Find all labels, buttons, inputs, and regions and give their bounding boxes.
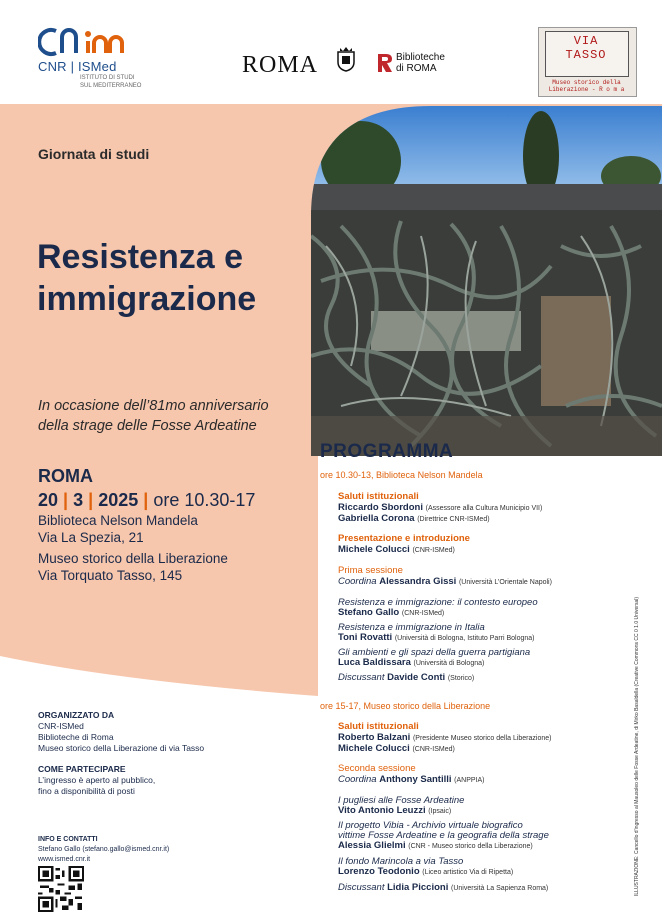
- info-heading: INFO E CONTATTI: [38, 836, 98, 843]
- speaker-rovatti: Toni Rovatti (Università di Bologna, Istituto Parri Bologna): [338, 632, 535, 643]
- speaker-leuzzi: Vito Antonio Leuzzi (Ipsaic): [338, 805, 452, 816]
- program-saluti-1: Saluti istituzionali: [338, 491, 419, 502]
- talk-4-title: I pugliesi alle Fosse Ardeatine: [338, 795, 465, 806]
- biblioteche-logo-mark: [376, 52, 394, 74]
- fosse-ardeatine-gate-image: [311, 106, 662, 456]
- talk-3-title: Gli ambienti e gli spazi della guerra partigiana: [338, 647, 531, 658]
- session-2-coordinator: Coordina Anthony Santilli (ANPPIA): [338, 774, 485, 785]
- info-contacts: Stefano Gallo (stefano.gallo@ismed.cnr.it) www.ismed.cnr.it: [38, 846, 170, 863]
- speaker-sbordoni: Riccardo Sbordoni (Assessore alla Cultura Municipio VII): [338, 502, 543, 513]
- program-saluti-2: Saluti istituzionali: [338, 721, 419, 732]
- cnr-ismed-wordmark: CNR | ISMed: [38, 59, 117, 74]
- talk-6-title: Il fondo Marincola a via Tasso: [338, 856, 464, 867]
- event-city: ROMA: [38, 466, 93, 486]
- participate-heading: COME PARTECIPARE: [38, 764, 126, 774]
- speaker-teodonio: Lorenzo Teodonio (Liceo artistico Via di Ripetta): [338, 866, 514, 877]
- program-presentation: Presentazione e introduzione: [338, 533, 470, 544]
- discussant-conti: Discussant Davide Conti (Storico): [338, 672, 475, 683]
- venue2-name: Museo storico della Liberazione: [38, 551, 228, 566]
- qr-code[interactable]: [38, 866, 84, 912]
- page-title: Resistenza e immigrazione: [37, 238, 257, 318]
- event-date: 20 | 3 | 2025 | ore 10.30-17: [38, 490, 256, 510]
- speaker-corona: Gabriella Corona (Direttrice CNR-ISMed): [338, 513, 490, 524]
- cnr-ismed-logo-mark: [38, 27, 128, 57]
- program-slot-afternoon: ore 15-17, Museo storico della Liberazione: [320, 701, 491, 711]
- talk-5-title-line1: Il progetto Vibia - Archivio virtuale biografico: [338, 820, 523, 831]
- speaker-colucci-2: Michele Colucci (CNR-ISMed): [338, 743, 455, 754]
- program-session-2: Seconda sessione: [338, 763, 416, 774]
- program-session-1: Prima sessione: [338, 565, 403, 576]
- speaker-colucci: Michele Colucci (CNR-ISMed): [338, 544, 455, 555]
- talk-1-title: Resistenza e immigrazione: il contesto europeo: [338, 597, 538, 608]
- organizers-list: CNR-ISMed Biblioteche di Roma Museo storico della Liberazione di via Tasso: [38, 721, 205, 753]
- program-slot-morning: ore 10.30-13, Biblioteca Nelson Mandela: [320, 470, 483, 480]
- illustration-credit: ILLUSTRAZIONE: Cancello d’ingresso al Mausoleo delle Fosse Ardeatine, di Mirko Basaldella (Creative Commons CC 0 1.0 Universal): [634, 596, 640, 896]
- speaker-glielmi: Alessia Glielmi (CNR - Museo storico della Liberazione): [338, 840, 533, 851]
- speaker-gallo: Stefano Gallo (CNR-ISMed): [338, 607, 445, 618]
- venue1-name: Biblioteca Nelson Mandela: [38, 513, 198, 528]
- discussant-piccioni: Discussant Lidia Piccioni (Università La Sapienza Roma): [338, 882, 549, 893]
- venue2-address: Via Torquato Tasso, 145: [38, 568, 183, 583]
- talk-2-title: Resistenza e immigrazione in Italia: [338, 622, 485, 633]
- roma-shield-icon: [336, 46, 356, 72]
- session-1-coordinator: Coordina Alessandra Gissi (Università L’Orientale Napoli): [338, 576, 552, 587]
- speaker-balzani: Roberto Balzani (Presidente Museo storico della Liberazione): [338, 732, 552, 743]
- organizers-heading: ORGANIZZATO DA: [38, 710, 115, 720]
- venue1-address: Via La Spezia, 21: [38, 530, 144, 545]
- roma-logo: ROMA: [242, 52, 319, 78]
- talk-5-title-line2: vittime Fosse Ardeatine e la geografia della strage: [338, 830, 549, 841]
- event-time: ore 10.30-17: [153, 490, 256, 510]
- program-title: PROGRAMMA: [320, 441, 454, 462]
- via-tasso-label: VIA TASSO: [565, 34, 607, 62]
- occasion-text: In occasione dell’81mo anniversario della strage delle Fosse Ardeatine: [38, 398, 269, 434]
- speaker-baldissara: Luca Baldissara (Università di Bologna): [338, 657, 485, 668]
- event-type: Giornata di studi: [38, 146, 150, 162]
- participate-text: L’ingresso è aperto al pubblico, fino a disponibilità di posti: [38, 775, 156, 796]
- via-tasso-caption: Museo storico della Liberazione - R o m a: [548, 79, 625, 93]
- cnr-subtitle: ISTITUTO DI STUDI SUL MEDITERRANEO: [80, 75, 142, 89]
- biblioteche-wordmark: Biblioteche di ROMA: [396, 52, 445, 74]
